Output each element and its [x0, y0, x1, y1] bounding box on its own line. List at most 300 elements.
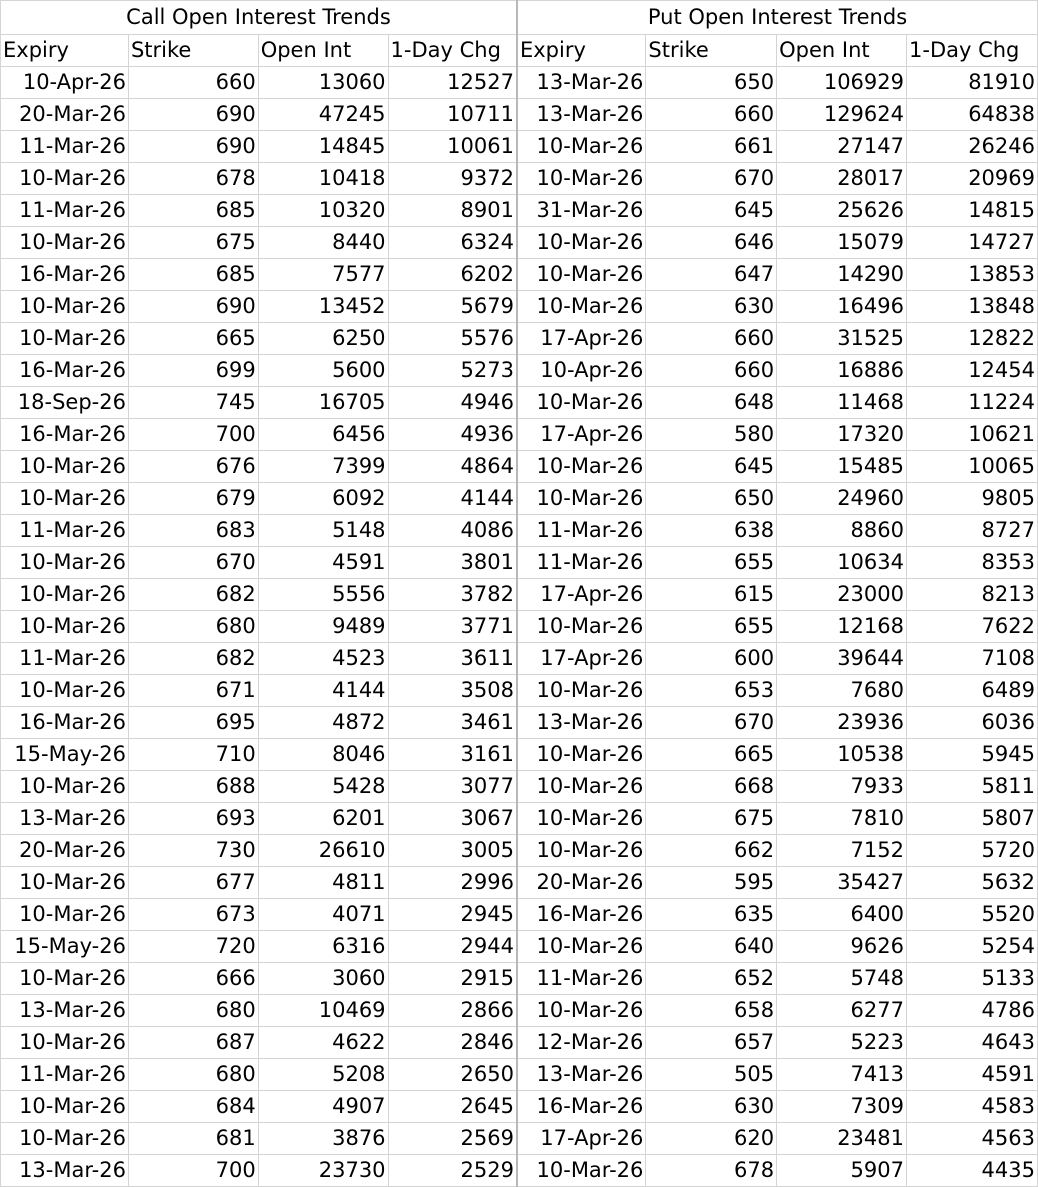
- call-open-int-cell: 5556: [258, 579, 388, 611]
- put-strike-cell: 661: [646, 131, 777, 163]
- call-open-int-cell: 13452: [258, 291, 388, 323]
- call-open-int-cell: 13060: [258, 67, 388, 99]
- put-1-day-chg-cell: 5520: [907, 899, 1038, 931]
- call-strike-cell: 690: [128, 99, 258, 131]
- put-expiry-cell: 13-Mar-26: [517, 707, 646, 739]
- call-expiry-cell: 15-May-26: [1, 931, 129, 963]
- call-1-day-chg-cell: 10711: [388, 99, 517, 131]
- put-1-day-chg-cell: 26246: [907, 131, 1038, 163]
- put-open-int-cell: 31525: [777, 323, 907, 355]
- put-1-day-chg-cell: 4786: [907, 995, 1038, 1027]
- call-1-day-chg-cell: 2996: [388, 867, 517, 899]
- call-open-int-cell: 26610: [258, 835, 388, 867]
- call-strike-cell: 720: [128, 931, 258, 963]
- call-strike-cell: 660: [128, 67, 258, 99]
- call-expiry-cell: 10-Mar-26: [1, 611, 129, 643]
- call-open-int-cell: 47245: [258, 99, 388, 131]
- put-expiry-cell: 11-Mar-26: [517, 963, 646, 995]
- put-strike-cell: 640: [646, 931, 777, 963]
- put-expiry-cell: 13-Mar-26: [517, 1059, 646, 1091]
- table-row: [1, 99, 1038, 131]
- put-open-int-cell: 6277: [777, 995, 907, 1027]
- call-1-day-chg-cell: 3801: [388, 547, 517, 579]
- call-open-int-cell: 4071: [258, 899, 388, 931]
- put-open-int-cell: 129624: [777, 99, 907, 131]
- call-1-day-chg-cell: 8901: [388, 195, 517, 227]
- put-open-int-cell: 35427: [777, 867, 907, 899]
- put-expiry-cell: 10-Mar-26: [517, 739, 646, 771]
- put-1-day-chg-cell: 7108: [907, 643, 1038, 675]
- put-1-day-chg-cell: 9805: [907, 483, 1038, 515]
- put-expiry-cell: 10-Mar-26: [517, 131, 646, 163]
- call-1-day-chg-cell: 2569: [388, 1123, 517, 1155]
- put-expiry-cell: 10-Mar-26: [517, 291, 646, 323]
- put-strike-cell: 595: [646, 867, 777, 899]
- call-strike-cell: 700: [128, 419, 258, 451]
- call-strike-cell: 675: [128, 227, 258, 259]
- call-open-int-cell: 10418: [258, 163, 388, 195]
- put-strike-cell: 650: [646, 483, 777, 515]
- table-row: [1, 259, 1038, 291]
- call-expiry-cell: 11-Mar-26: [1, 195, 129, 227]
- call-1-day-chg-cell: 3611: [388, 643, 517, 675]
- section-header-row: [1, 1, 1038, 35]
- call-expiry-cell: 10-Mar-26: [1, 483, 129, 515]
- put-open-int-cell: 16496: [777, 291, 907, 323]
- call-expiry-header: Expiry: [1, 35, 129, 67]
- put-open-int-cell: 24960: [777, 483, 907, 515]
- call-strike-cell: 695: [128, 707, 258, 739]
- put-strike-cell: 670: [646, 707, 777, 739]
- put-open-int-cell: 12168: [777, 611, 907, 643]
- put-strike-cell: 657: [646, 1027, 777, 1059]
- put-open-int-cell: 23481: [777, 1123, 907, 1155]
- put-1-day-chg-cell: 8727: [907, 515, 1038, 547]
- call-open-int-cell: 6092: [258, 483, 388, 515]
- put-expiry-cell: 10-Mar-26: [517, 483, 646, 515]
- call-open-int-cell: 9489: [258, 611, 388, 643]
- put-1-day-chg-cell: 12822: [907, 323, 1038, 355]
- call-strike-cell: 745: [128, 387, 258, 419]
- put-1-day-chg-cell: 8213: [907, 579, 1038, 611]
- call-strike-cell: 670: [128, 547, 258, 579]
- call-open-int-cell: 4872: [258, 707, 388, 739]
- call-expiry-cell: 11-Mar-26: [1, 131, 129, 163]
- call-strike-cell: 680: [128, 1059, 258, 1091]
- put-strike-cell: 630: [646, 1091, 777, 1123]
- put-strike-cell: 630: [646, 291, 777, 323]
- call-strike-header: Strike: [128, 35, 258, 67]
- put-1-day-chg-cell: 5811: [907, 771, 1038, 803]
- put-expiry-cell: 31-Mar-26: [517, 195, 646, 227]
- put-1-day-chg-cell: 5254: [907, 931, 1038, 963]
- call-open-int-cell: 3876: [258, 1123, 388, 1155]
- put-expiry-cell: 12-Mar-26: [517, 1027, 646, 1059]
- put-expiry-cell: 13-Mar-26: [517, 67, 646, 99]
- call-expiry-cell: 16-Mar-26: [1, 707, 129, 739]
- call-open-int-cell: 7577: [258, 259, 388, 291]
- call-1-day-chg-header: 1-Day Chg: [388, 35, 517, 67]
- call-strike-cell: 688: [128, 771, 258, 803]
- put-1-day-chg-cell: 4643: [907, 1027, 1038, 1059]
- call-1-day-chg-cell: 4864: [388, 451, 517, 483]
- put-expiry-cell: 10-Mar-26: [517, 227, 646, 259]
- put-open-int-cell: 7309: [777, 1091, 907, 1123]
- call-expiry-cell: 10-Mar-26: [1, 867, 129, 899]
- call-strike-cell: 673: [128, 899, 258, 931]
- call-open-int-cell: 14845: [258, 131, 388, 163]
- call-strike-cell: 690: [128, 291, 258, 323]
- table-row: [1, 387, 1038, 419]
- call-1-day-chg-cell: 10061: [388, 131, 517, 163]
- put-1-day-chg-cell: 5945: [907, 739, 1038, 771]
- put-open-int-cell: 15079: [777, 227, 907, 259]
- call-1-day-chg-cell: 2529: [388, 1155, 517, 1187]
- call-expiry-cell: 13-Mar-26: [1, 995, 129, 1027]
- table-row: [1, 547, 1038, 579]
- table-row: [1, 675, 1038, 707]
- put-expiry-cell: 10-Mar-26: [517, 995, 646, 1027]
- table-row: [1, 67, 1038, 99]
- put-expiry-cell: 17-Apr-26: [517, 323, 646, 355]
- call-expiry-cell: 11-Mar-26: [1, 1059, 129, 1091]
- call-expiry-cell: 10-Mar-26: [1, 579, 129, 611]
- put-expiry-cell: 16-Mar-26: [517, 899, 646, 931]
- put-1-day-chg-cell: 64838: [907, 99, 1038, 131]
- call-1-day-chg-cell: 2945: [388, 899, 517, 931]
- put-open-int-cell: 23000: [777, 579, 907, 611]
- call-open-int-cell: 5148: [258, 515, 388, 547]
- put-strike-cell: 647: [646, 259, 777, 291]
- put-section-title: Put Open Interest Trends: [517, 1, 1038, 35]
- put-expiry-cell: 10-Mar-26: [517, 163, 646, 195]
- put-expiry-cell: 10-Mar-26: [517, 259, 646, 291]
- put-1-day-chg-cell: 14727: [907, 227, 1038, 259]
- table-row: [1, 291, 1038, 323]
- call-section-title: Call Open Interest Trends: [1, 1, 517, 35]
- put-strike-cell: 580: [646, 419, 777, 451]
- put-strike-cell: 665: [646, 739, 777, 771]
- call-expiry-cell: 10-Mar-26: [1, 1027, 129, 1059]
- call-strike-cell: 681: [128, 1123, 258, 1155]
- put-expiry-cell: 10-Apr-26: [517, 355, 646, 387]
- table-row: [1, 867, 1038, 899]
- put-strike-cell: 635: [646, 899, 777, 931]
- put-1-day-chg-cell: 5807: [907, 803, 1038, 835]
- put-expiry-header: Expiry: [517, 35, 646, 67]
- call-expiry-cell: 15-May-26: [1, 739, 129, 771]
- table-row: [1, 579, 1038, 611]
- call-1-day-chg-cell: 4946: [388, 387, 517, 419]
- put-open-int-cell: 39644: [777, 643, 907, 675]
- put-open-int-cell: 5748: [777, 963, 907, 995]
- call-1-day-chg-cell: 3508: [388, 675, 517, 707]
- put-open-int-cell: 8860: [777, 515, 907, 547]
- call-1-day-chg-cell: 2866: [388, 995, 517, 1027]
- put-open-int-cell: 6400: [777, 899, 907, 931]
- call-1-day-chg-cell: 12527: [388, 67, 517, 99]
- call-expiry-cell: 16-Mar-26: [1, 259, 129, 291]
- call-strike-cell: 666: [128, 963, 258, 995]
- table-row: [1, 195, 1038, 227]
- call-1-day-chg-cell: 5679: [388, 291, 517, 323]
- put-strike-cell: 668: [646, 771, 777, 803]
- call-expiry-cell: 16-Mar-26: [1, 355, 129, 387]
- put-strike-cell: 646: [646, 227, 777, 259]
- table-row: [1, 611, 1038, 643]
- put-open-int-cell: 23936: [777, 707, 907, 739]
- put-expiry-cell: 17-Apr-26: [517, 643, 646, 675]
- put-1-day-chg-cell: 10065: [907, 451, 1038, 483]
- put-open-int-header: Open Int: [777, 35, 907, 67]
- call-1-day-chg-cell: 5576: [388, 323, 517, 355]
- call-open-int-cell: 23730: [258, 1155, 388, 1187]
- put-1-day-chg-cell: 5632: [907, 867, 1038, 899]
- table-row: [1, 163, 1038, 195]
- put-open-int-cell: 14290: [777, 259, 907, 291]
- put-expiry-cell: 10-Mar-26: [517, 1155, 646, 1187]
- call-expiry-cell: 10-Mar-26: [1, 771, 129, 803]
- put-1-day-chg-cell: 10621: [907, 419, 1038, 451]
- call-expiry-cell: 18-Sep-26: [1, 387, 129, 419]
- put-strike-cell: 638: [646, 515, 777, 547]
- call-strike-cell: 687: [128, 1027, 258, 1059]
- call-open-int-cell: 4523: [258, 643, 388, 675]
- put-expiry-cell: 10-Mar-26: [517, 611, 646, 643]
- table-row: [1, 899, 1038, 931]
- put-open-int-cell: 11468: [777, 387, 907, 419]
- call-open-int-cell: 4144: [258, 675, 388, 707]
- table-row: [1, 227, 1038, 259]
- call-expiry-cell: 10-Mar-26: [1, 323, 129, 355]
- put-open-int-cell: 27147: [777, 131, 907, 163]
- call-1-day-chg-cell: 6324: [388, 227, 517, 259]
- call-open-int-cell: 6201: [258, 803, 388, 835]
- table-row: [1, 131, 1038, 163]
- table-row: [1, 1155, 1038, 1187]
- call-strike-cell: 699: [128, 355, 258, 387]
- put-strike-cell: 505: [646, 1059, 777, 1091]
- table-row: [1, 643, 1038, 675]
- put-open-int-cell: 25626: [777, 195, 907, 227]
- call-strike-cell: 693: [128, 803, 258, 835]
- call-expiry-cell: 16-Mar-26: [1, 419, 129, 451]
- put-strike-cell: 675: [646, 803, 777, 835]
- put-open-int-cell: 15485: [777, 451, 907, 483]
- table-row: [1, 355, 1038, 387]
- call-strike-cell: 684: [128, 1091, 258, 1123]
- put-expiry-cell: 17-Apr-26: [517, 419, 646, 451]
- table-row: [1, 1059, 1038, 1091]
- put-open-int-cell: 5223: [777, 1027, 907, 1059]
- call-1-day-chg-cell: 2846: [388, 1027, 517, 1059]
- call-strike-cell: 683: [128, 515, 258, 547]
- call-strike-cell: 665: [128, 323, 258, 355]
- put-strike-cell: 678: [646, 1155, 777, 1187]
- call-1-day-chg-cell: 3077: [388, 771, 517, 803]
- put-strike-cell: 670: [646, 163, 777, 195]
- call-strike-cell: 685: [128, 195, 258, 227]
- table-row: [1, 1123, 1038, 1155]
- call-strike-cell: 682: [128, 579, 258, 611]
- put-1-day-chg-cell: 13853: [907, 259, 1038, 291]
- table-row: [1, 771, 1038, 803]
- call-1-day-chg-cell: 3461: [388, 707, 517, 739]
- put-expiry-cell: 11-Mar-26: [517, 515, 646, 547]
- put-1-day-chg-cell: 11224: [907, 387, 1038, 419]
- call-expiry-cell: 10-Mar-26: [1, 963, 129, 995]
- put-expiry-cell: 10-Mar-26: [517, 451, 646, 483]
- put-strike-cell: 615: [646, 579, 777, 611]
- put-1-day-chg-cell: 4583: [907, 1091, 1038, 1123]
- put-1-day-chg-cell: 4563: [907, 1123, 1038, 1155]
- call-strike-cell: 680: [128, 611, 258, 643]
- put-1-day-chg-header: 1-Day Chg: [907, 35, 1038, 67]
- put-strike-cell: 655: [646, 611, 777, 643]
- put-strike-cell: 645: [646, 195, 777, 227]
- call-expiry-cell: 11-Mar-26: [1, 643, 129, 675]
- put-strike-cell: 620: [646, 1123, 777, 1155]
- table-row: [1, 739, 1038, 771]
- call-1-day-chg-cell: 5273: [388, 355, 517, 387]
- put-open-int-cell: 10538: [777, 739, 907, 771]
- call-open-int-cell: 8046: [258, 739, 388, 771]
- call-1-day-chg-cell: 9372: [388, 163, 517, 195]
- table-row: [1, 451, 1038, 483]
- table-row: [1, 1091, 1038, 1123]
- put-strike-cell: 600: [646, 643, 777, 675]
- call-strike-cell: 671: [128, 675, 258, 707]
- put-1-day-chg-cell: 4591: [907, 1059, 1038, 1091]
- put-strike-cell: 662: [646, 835, 777, 867]
- put-expiry-cell: 20-Mar-26: [517, 867, 646, 899]
- call-1-day-chg-cell: 3161: [388, 739, 517, 771]
- call-open-int-cell: 8440: [258, 227, 388, 259]
- table-row: [1, 803, 1038, 835]
- call-open-int-cell: 4907: [258, 1091, 388, 1123]
- call-1-day-chg-cell: 2650: [388, 1059, 517, 1091]
- call-expiry-cell: 10-Mar-26: [1, 1123, 129, 1155]
- call-expiry-cell: 20-Mar-26: [1, 99, 129, 131]
- call-expiry-cell: 10-Mar-26: [1, 451, 129, 483]
- call-1-day-chg-cell: 3782: [388, 579, 517, 611]
- put-expiry-cell: 10-Mar-26: [517, 931, 646, 963]
- call-expiry-cell: 13-Mar-26: [1, 803, 129, 835]
- table-row: [1, 707, 1038, 739]
- put-expiry-cell: 16-Mar-26: [517, 1091, 646, 1123]
- put-expiry-cell: 13-Mar-26: [517, 99, 646, 131]
- put-open-int-cell: 5907: [777, 1155, 907, 1187]
- table-row: [1, 931, 1038, 963]
- call-1-day-chg-cell: 4936: [388, 419, 517, 451]
- put-1-day-chg-cell: 4435: [907, 1155, 1038, 1187]
- put-1-day-chg-cell: 6489: [907, 675, 1038, 707]
- put-1-day-chg-cell: 12454: [907, 355, 1038, 387]
- put-open-int-cell: 7810: [777, 803, 907, 835]
- put-strike-cell: 660: [646, 99, 777, 131]
- table-row: [1, 1027, 1038, 1059]
- put-1-day-chg-cell: 7622: [907, 611, 1038, 643]
- put-open-int-cell: 10634: [777, 547, 907, 579]
- table-row: [1, 323, 1038, 355]
- put-1-day-chg-cell: 13848: [907, 291, 1038, 323]
- call-strike-cell: 710: [128, 739, 258, 771]
- call-open-int-header: Open Int: [258, 35, 388, 67]
- put-strike-cell: 660: [646, 355, 777, 387]
- call-expiry-cell: 10-Mar-26: [1, 1091, 129, 1123]
- call-strike-cell: 700: [128, 1155, 258, 1187]
- call-1-day-chg-cell: 3771: [388, 611, 517, 643]
- put-strike-cell: 655: [646, 547, 777, 579]
- put-open-int-cell: 7152: [777, 835, 907, 867]
- call-open-int-cell: 5600: [258, 355, 388, 387]
- put-strike-cell: 653: [646, 675, 777, 707]
- call-open-int-cell: 10320: [258, 195, 388, 227]
- put-1-day-chg-cell: 14815: [907, 195, 1038, 227]
- put-expiry-cell: 10-Mar-26: [517, 387, 646, 419]
- put-strike-cell: 652: [646, 963, 777, 995]
- put-strike-cell: 658: [646, 995, 777, 1027]
- put-strike-cell: 660: [646, 323, 777, 355]
- put-strike-cell: 648: [646, 387, 777, 419]
- put-open-int-cell: 7933: [777, 771, 907, 803]
- call-expiry-cell: 13-Mar-26: [1, 1155, 129, 1187]
- call-strike-cell: 676: [128, 451, 258, 483]
- table-row: [1, 483, 1038, 515]
- put-1-day-chg-cell: 5720: [907, 835, 1038, 867]
- call-strike-cell: 682: [128, 643, 258, 675]
- put-expiry-cell: 10-Mar-26: [517, 675, 646, 707]
- call-open-int-cell: 3060: [258, 963, 388, 995]
- put-expiry-cell: 17-Apr-26: [517, 579, 646, 611]
- call-expiry-cell: 11-Mar-26: [1, 515, 129, 547]
- call-open-int-cell: 16705: [258, 387, 388, 419]
- call-open-int-cell: 6316: [258, 931, 388, 963]
- table-row: [1, 419, 1038, 451]
- table-row: [1, 995, 1038, 1027]
- put-1-day-chg-cell: 5133: [907, 963, 1038, 995]
- call-expiry-cell: 10-Mar-26: [1, 163, 129, 195]
- put-open-int-cell: 7680: [777, 675, 907, 707]
- call-open-int-cell: 4622: [258, 1027, 388, 1059]
- put-open-int-cell: 9626: [777, 931, 907, 963]
- put-open-int-cell: 16886: [777, 355, 907, 387]
- put-1-day-chg-cell: 6036: [907, 707, 1038, 739]
- put-expiry-cell: 10-Mar-26: [517, 835, 646, 867]
- put-expiry-cell: 10-Mar-26: [517, 771, 646, 803]
- call-1-day-chg-cell: 4144: [388, 483, 517, 515]
- call-strike-cell: 685: [128, 259, 258, 291]
- put-open-int-cell: 106929: [777, 67, 907, 99]
- call-open-int-cell: 5428: [258, 771, 388, 803]
- put-1-day-chg-cell: 20969: [907, 163, 1038, 195]
- put-open-int-cell: 17320: [777, 419, 907, 451]
- table-row: [1, 963, 1038, 995]
- call-strike-cell: 677: [128, 867, 258, 899]
- call-expiry-cell: 20-Mar-26: [1, 835, 129, 867]
- call-1-day-chg-cell: 2915: [388, 963, 517, 995]
- put-expiry-cell: 17-Apr-26: [517, 1123, 646, 1155]
- call-strike-cell: 679: [128, 483, 258, 515]
- call-strike-cell: 680: [128, 995, 258, 1027]
- put-open-int-cell: 28017: [777, 163, 907, 195]
- put-open-int-cell: 7413: [777, 1059, 907, 1091]
- call-expiry-cell: 10-Mar-26: [1, 675, 129, 707]
- put-1-day-chg-cell: 8353: [907, 547, 1038, 579]
- call-open-int-cell: 4591: [258, 547, 388, 579]
- put-strike-cell: 650: [646, 67, 777, 99]
- call-expiry-cell: 10-Mar-26: [1, 899, 129, 931]
